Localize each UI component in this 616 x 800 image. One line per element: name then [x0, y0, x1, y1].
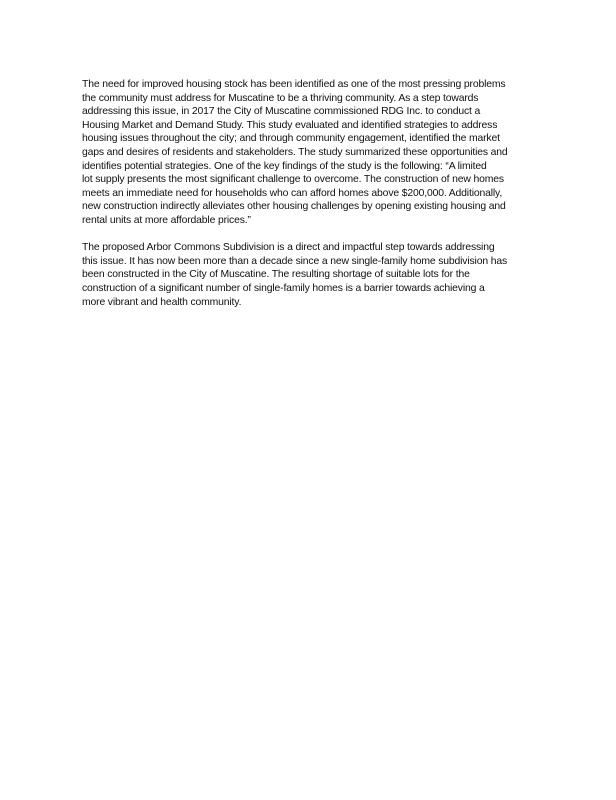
text-line: meets an immediate need for households who can afford homes above $200,000. Additionally,	[82, 187, 503, 199]
text-line: The proposed Arbor Commons Subdivision is a direct and impactful step towards addressing	[82, 242, 495, 254]
text-line: The need for improved housing stock has been identified as one of the most pressing problems	[82, 79, 506, 90]
paragraph-housing-study	[82, 78, 552, 228]
text-line: Housing Market and Demand Study. This study evaluated and identified strategies to address	[82, 119, 498, 131]
text-line: housing issues throughout the city; and through community engagement, identified the market	[82, 133, 500, 145]
text-line: new construction indirectly alleviates other housing challenges by opening existing housing and	[82, 201, 506, 213]
paragraph-arbor-commons	[82, 241, 552, 309]
text-line: the community must address for Muscatine to be a thriving community. As a step towards	[82, 92, 479, 104]
text-line: more vibrant and health community.	[82, 296, 242, 308]
text-line: rental units at more affordable prices.”	[82, 214, 251, 226]
document-page	[82, 78, 552, 323]
text-line: been constructed in the City of Muscatine. The resulting shortage of suitable lots for the	[82, 269, 470, 281]
text-line: construction of a significant number of single-family homes is a barrier towards achieving a	[82, 282, 485, 294]
text-line: gaps and desires of residents and stakeholders. The study summarized these opportunities and	[82, 146, 508, 158]
text-line: identifies potential strategies. One of the key findings of the study is the following: “A limited	[82, 160, 487, 172]
text-line: addressing this issue, in 2017 the City of Muscatine commissioned RDG Inc. to conduct a	[82, 106, 481, 118]
text-line: lot supply presents the most significant challenge to overcome. The construction of new homes	[82, 174, 504, 186]
text-line: this issue. It has now been more than a decade since a new single-family home subdivision has	[82, 255, 508, 267]
